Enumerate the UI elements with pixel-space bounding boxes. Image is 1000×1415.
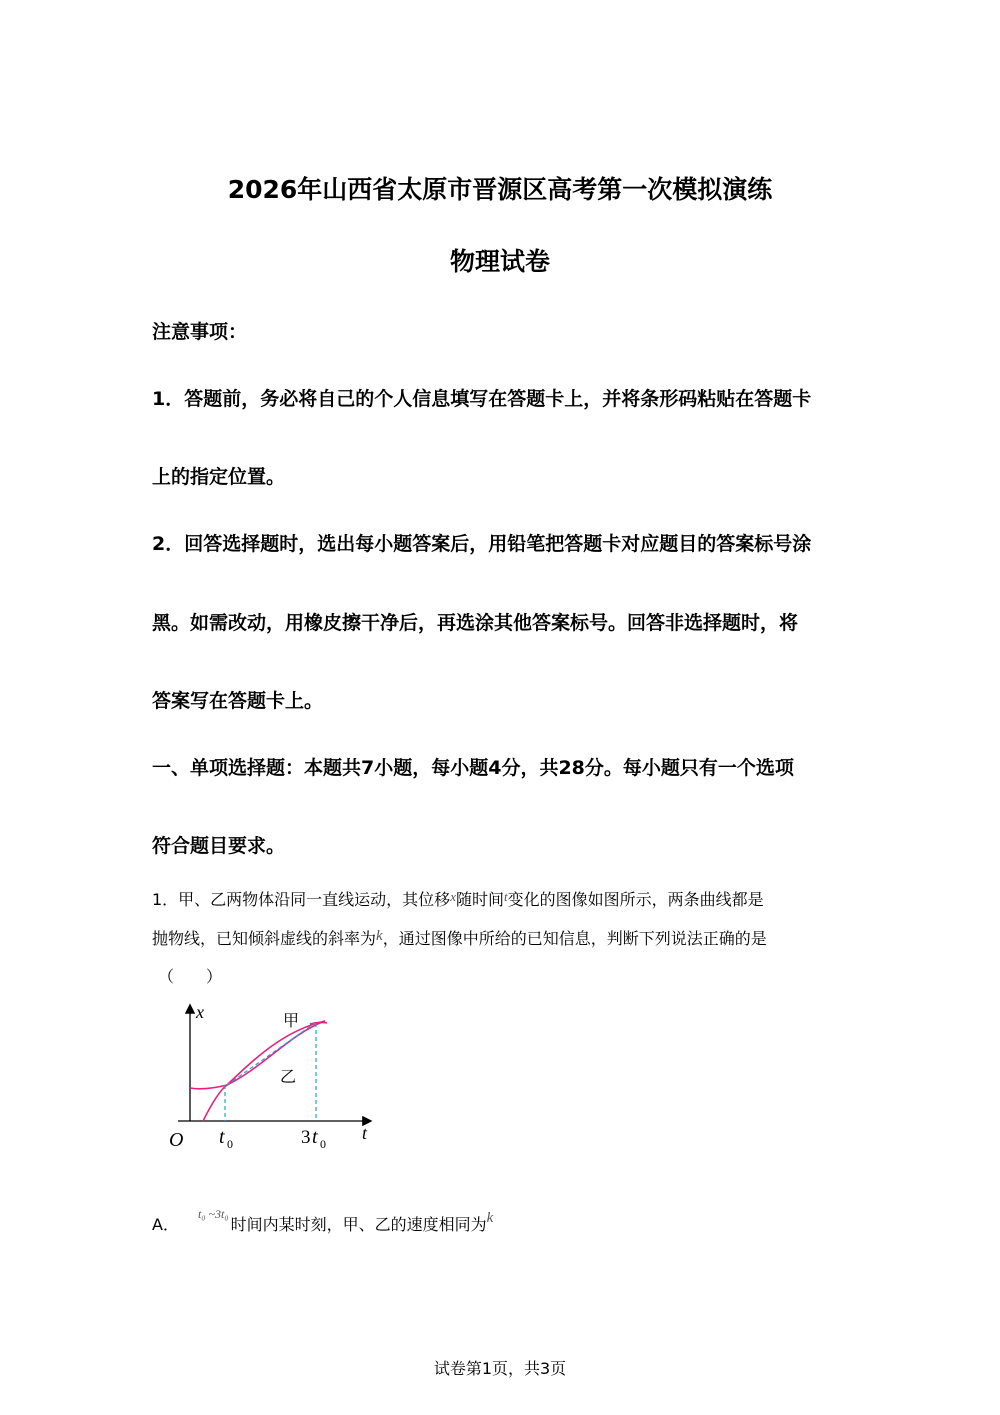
option-a-var-k: k bbox=[486, 1210, 494, 1226]
yi-label: 乙 bbox=[280, 1069, 297, 1086]
curve-yi bbox=[190, 1021, 325, 1089]
note-1-line-2: 上的指定位置。 bbox=[152, 466, 286, 488]
origin-label: O bbox=[169, 1129, 184, 1151]
note-1-line-1: 1．答题前，务必将自己的个人信息填写在答题卡上，并将条形码粘贴在答题卡 bbox=[152, 388, 812, 410]
question-1-text: ，通过图像中所给的已知信息，判断下列说法正确的是 bbox=[382, 929, 767, 948]
t0-label: t bbox=[219, 1126, 225, 1148]
page-footer: 试卷第1页，共3页 bbox=[433, 1359, 567, 1378]
jia-label: 甲 bbox=[283, 1013, 300, 1030]
note-2-line-2: 黑。如需改动，用橡皮擦干净后，再选涂其他答案标号。回答非选择题时，将 bbox=[152, 612, 799, 634]
x-axis-label: t bbox=[362, 1123, 368, 1143]
note-2-line-3: 答案写在答题卡上。 bbox=[152, 690, 324, 712]
var-x: x bbox=[450, 889, 456, 904]
var-k: k bbox=[376, 928, 383, 944]
3t0-subscript: 0 bbox=[320, 1137, 326, 1151]
exam-title: 2026年山西省太原市晋源区高考第一次模拟演练 bbox=[227, 175, 773, 204]
var-t: t bbox=[503, 889, 508, 904]
question-1-line-2 bbox=[152, 926, 767, 949]
section-1-heading-cont: 符合题目要求。 bbox=[152, 835, 286, 857]
slope-dashed-line bbox=[227, 1023, 315, 1085]
option-a-range: t₀ ~3t₀ bbox=[198, 1207, 229, 1221]
3t0-label: t bbox=[312, 1126, 318, 1148]
section-1-heading: 一、单项选择题：本题共7小题，每小题4分，共28分。每小题只有一个选项 bbox=[152, 757, 794, 779]
3t0-coefficient: 3 bbox=[301, 1127, 311, 1148]
answer-blank: （ ） bbox=[158, 967, 223, 986]
t0-subscript: 0 bbox=[227, 1137, 233, 1151]
notes-heading: 注意事项： bbox=[152, 321, 248, 343]
question-1-text: 随时间 bbox=[455, 890, 504, 909]
xt-graph bbox=[160, 998, 385, 1158]
option-a-letter: A． bbox=[152, 1215, 179, 1234]
note-2-line-1: 2．回答选择题时，选出每小题答案后，用铅笔把答题卡对应题目的答案标号涂 bbox=[152, 533, 812, 555]
question-1-text: 抛物线，已知倾斜虚线的斜率为 bbox=[152, 929, 377, 948]
exam-subtitle: 物理试卷 bbox=[449, 247, 550, 276]
option-a[interactable] bbox=[152, 1207, 494, 1235]
option-a-text: 时间内某时刻，甲、乙的速度相同为 bbox=[230, 1215, 487, 1234]
question-1-line-1 bbox=[152, 887, 764, 910]
question-1-text: 变化的图像如图所示，两条曲线都是 bbox=[507, 890, 764, 909]
question-1-text: 1．甲、乙两物体沿同一直线运动，其位移 bbox=[152, 890, 451, 909]
curve-jia bbox=[203, 1021, 325, 1121]
y-axis-label: x bbox=[196, 1002, 204, 1022]
